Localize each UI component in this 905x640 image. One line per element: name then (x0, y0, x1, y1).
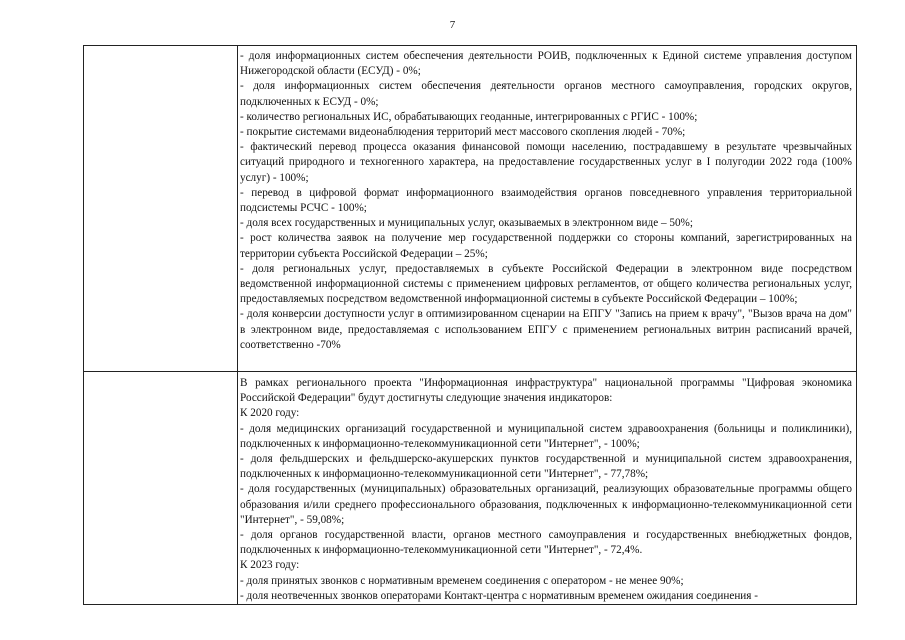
indicator-item: - доля региональных услуг, предоставляемых в субъекте Российской Федерации в электронном виде посредством ведомственной информационной системы с применением цифровых регламентов, от общего количества региональных услуг, предоставляемых посредством ведомственной информационной системы в субъекте Российской Федерации – 100%; (240, 262, 852, 306)
table-border-top (83, 45, 857, 46)
indicator-item: - покрытие системами видеонаблюдения территорий мест массового скопления людей - 70%; (240, 126, 686, 139)
table-row-2-content (240, 376, 852, 604)
table-border-bottom (83, 604, 857, 605)
page-number: 7 (449, 19, 456, 31)
indicator-item: - рост количества заявок на получение мер государственной поддержки со стороны компаний, зарегистрированных на территории субъекта Российской Федерации – 25%; (240, 232, 852, 260)
table-row-1-content (240, 49, 852, 353)
table-row-divider (83, 371, 857, 372)
indicator-item: - доля принятых звонков с нормативным временем соединения с оператором - не менее 90%; (240, 574, 684, 587)
indicator-item: - доля фельдшерских и фельдшерско-акушерских пунктов государственной и муниципальной систем здравоохранения, подключенных к информационно-телекоммуникационной сети "Интернет", - 77,78%; (240, 453, 852, 481)
year-heading-2023: К 2023 году: (240, 559, 300, 572)
indicator-item: - перевод в цифровой формат информационного взаимодействия органов повседневного управления территориальной подсистемы РСЧС - 100%; (240, 186, 852, 215)
indicator-item: - доля органов государственной власти, органов местного самоуправления и государственных внебюджетных фондов, подключенных к информационно-телекоммуникационной сети "Интернет", - 72,4%. (240, 529, 852, 557)
indicator-item: - доля медицинских организаций государственной и муниципальной систем здравоохранения (больницы и поликлиники), подключенных к информационно-телекоммуникационной сети "Интернет", - 100%; (240, 422, 852, 450)
table-border-left (83, 45, 84, 605)
indicator-item: - доля информационных систем обеспечения деятельности органов местного самоуправления, городских округов, подключенных к ЕСУД - 0%; (240, 80, 852, 108)
indicator-item: - доля всех государственных и муниципальных услуг, оказываемых в электронном виде – 50%; (240, 217, 693, 230)
indicator-item: - доля государственных (муниципальных) образовательных организаций, реализующих образовательные программы общего образования и/или среднего профессионального образования, подключенных к информационно-телекоммуникационной сети "Интернет", - 59,08%; (240, 483, 852, 526)
indicator-item: - фактический перевод процесса оказания финансовой помощи населению, пострадавшему в результате чрезвычайных ситуаций природного и техногенного характера, на предоставление государственных услуг в I полугодии 2022 года (100% услуг) - 100%; (240, 141, 852, 184)
indicator-item: - доля неотвеченных звонков операторами Контакт-центра с нормативным временем ожидания соединения - (240, 589, 758, 602)
table-column-divider (237, 45, 238, 605)
indicator-item: - доля конверсии доступности услуг в оптимизированном сценарии на ЕПГУ "Запись на прием к врачу", "Вызов врача на дом" в электронном виде, предоставляемая с использованием ЕПГУ с применением региональных витрин расписаний врачей, соответственно -70% (240, 308, 852, 351)
indicator-item: - доля информационных систем обеспечения деятельности РОИВ, подключенных к Единой системе управления доступом Нижегородской области (ЕСУД) - 0%; (240, 50, 852, 78)
project-intro: В рамках регионального проекта "Информационная инфраструктура" национальной программы "Цифровая экономика Российской Федерации" будут достигнуты следующие значения индикаторов: (240, 377, 852, 405)
indicator-item: - количество региональных ИС, обрабатывающих геоданные, интегрированных с РГИС - 100%; (240, 110, 698, 123)
table-border-right (856, 45, 857, 605)
year-heading-2020: К 2020 году: (240, 407, 300, 420)
